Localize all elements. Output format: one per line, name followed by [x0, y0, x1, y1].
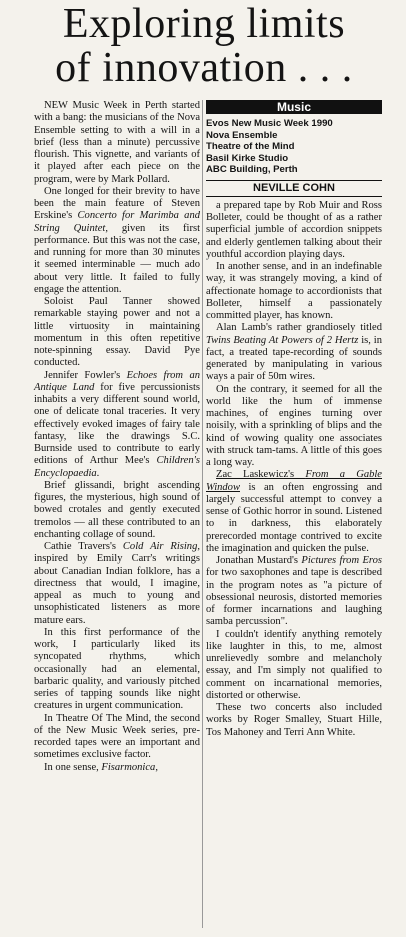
text: . — [96, 467, 100, 479]
text: These two concerts also included works by Roger Smalley, Stuart Hille, Tos Mahoney and Terri Ann White. — [206, 702, 382, 738]
paragraph — [34, 541, 200, 627]
work-title: From a Gable Window — [206, 469, 382, 493]
text: for five percussionists inhabits a very different sound world, one of delicate tonal traceries. It very effectively evoked images of fairy tale fantasy, like the drawings S.C. Burnside used to contribute to early editions of Arthur Mee's — [34, 381, 200, 467]
text: for two saxophones and tape is described in the program notes as "a picture of obsessional neurosis, distorted memories of former incarnations and laughing samba percussion". — [206, 567, 382, 628]
text: In Theatre Of The Mind, the second of the New Music Week series, pre-recorded tapes were an important and sometimes exclusive factor. — [34, 712, 200, 761]
event-series: Theatre of the Mind — [206, 141, 295, 153]
paragraph — [34, 100, 200, 186]
article-right-column — [206, 100, 382, 739]
book-title: Children's Encyclopaedia — [34, 455, 200, 479]
paragraph — [206, 322, 382, 383]
article-left-column — [34, 100, 200, 774]
text: In another sense, and in an indefinable way, it was strangely moving, a kind of affectionate homage to accordionists that Bolleter, himself a passionately committed player, has known. — [206, 261, 382, 322]
headline — [14, 2, 394, 90]
work-title: Concerto for Marimba and String Quintet — [34, 210, 200, 234]
text: , — [155, 761, 158, 773]
text: Zac Laskewicz's — [216, 469, 306, 481]
text: is, in fact, a treated tape-recording of sounds generated by manipulating in various ways a pair of 50m wires. — [206, 334, 382, 383]
paragraph — [34, 762, 200, 774]
work-title: Pictures from Eros — [301, 555, 382, 567]
work-title: Cold Air Rising — [122, 541, 198, 552]
headline-line-1: Exploring limits — [62, 1, 346, 47]
paragraph — [206, 469, 382, 555]
text: I couldn't identify anything remotely like laughter in this, to me, almost unrelievedly sombre and melancholy essay, and I'm simply not qualified to comment on incarnational memories, distorted or otherwise. — [206, 628, 382, 701]
text: Alan Lamb's rather grandiosely titled — [216, 322, 382, 334]
event-info — [206, 118, 382, 176]
paragraph — [34, 186, 200, 296]
paragraph — [34, 296, 200, 370]
text: Soloist Paul Tanner showed remarkable staying power and not a little virtuosity in maintaining momentum in this often repetitive note-spinning essay. David Pye conducted. — [34, 296, 200, 369]
text: Jennifer Fowler's — [44, 369, 127, 381]
event-performer: Nova Ensemble — [206, 129, 278, 141]
text: In one sense, — [44, 761, 102, 773]
text: is an often engrossing and largely successful attempt to convey a sense of Gothic horror in sound. Listened to in darkness, this elaborately prerecorded montage contrived to excite the imagination and quicken the pulse. — [206, 481, 382, 554]
paragraph — [206, 555, 382, 629]
text: Brief glissandi, bright ascending figures, the mysterious, high sound of bowed crotales and gently executed tremolos — all these contributed to an enchanting collage of sound. — [34, 479, 200, 540]
paragraph — [206, 261, 382, 322]
event-title: Evos New Music Week 1990 — [206, 118, 333, 129]
paragraph — [206, 384, 382, 470]
text: Jonathan Mustard's — [216, 555, 302, 567]
headline-line-2: of innovation . . . — [55, 45, 353, 91]
column-divider — [202, 100, 203, 928]
text: Cathie Travers's — [44, 541, 123, 552]
event-venue: Basil Kirke Studio — [206, 152, 289, 164]
paragraph — [34, 627, 200, 713]
paragraph — [206, 629, 382, 703]
paragraph — [34, 713, 200, 762]
paragraph — [206, 200, 382, 261]
paragraph — [34, 370, 200, 480]
text: One longed for their brevity to have been the main feature of Steven Erskine's — [34, 185, 200, 222]
text: , inspired by Emily Carr's writings about Canadian Indian folklore, has a directness that would, I imagine, appeal as much to young and unsophisticated listeners as more mature ears. — [34, 541, 200, 626]
event-location: ABC Building, Perth — [206, 164, 298, 176]
text: , given its first performance. But this was not the case, and running for more than 30 minutes it seemed interminable — much ado about very little. It failed to fully engage the attention. — [34, 222, 200, 295]
section-banner: Music — [206, 100, 382, 114]
text: In this first performance of the work, I particularly liked its syncopated rhythms, which occasionally had an elemental, barbaric quality, and variously pitched series of tapping sounds like night creatures in urgent communication. — [34, 626, 200, 712]
text: NEW Music Week in Perth started with a bang: the musicians of the Nova Ensemble setting to with a will in a brief (less than a minute) percussive flourish. This vignette, and variants of it played after each piece on the program, were by Mark Pollard. — [34, 100, 200, 185]
paragraph — [206, 702, 382, 739]
text: On the contrary, it seemed for all the world like the hum of immense machines, of engines turning over noisily, with a sprinkling of blips and the kind of wowing quality one associates with struck tam-tams. A little of this goes a long way. — [206, 383, 382, 469]
work-title: Echoes from an Antique Land — [34, 369, 200, 393]
work-title: Twins Beating At Powers of 2 Hertz — [206, 334, 359, 346]
paragraph — [34, 480, 200, 541]
work-title: Fisarmonica — [101, 761, 156, 773]
text: a prepared tape by Rob Muir and Ross Bolleter, could be thought of as a rather superficial jumble of accordion snippets and elderly gentlemen talking about their youthful accordion playing days. — [206, 199, 382, 260]
byline: NEVILLE COHN — [206, 180, 382, 197]
